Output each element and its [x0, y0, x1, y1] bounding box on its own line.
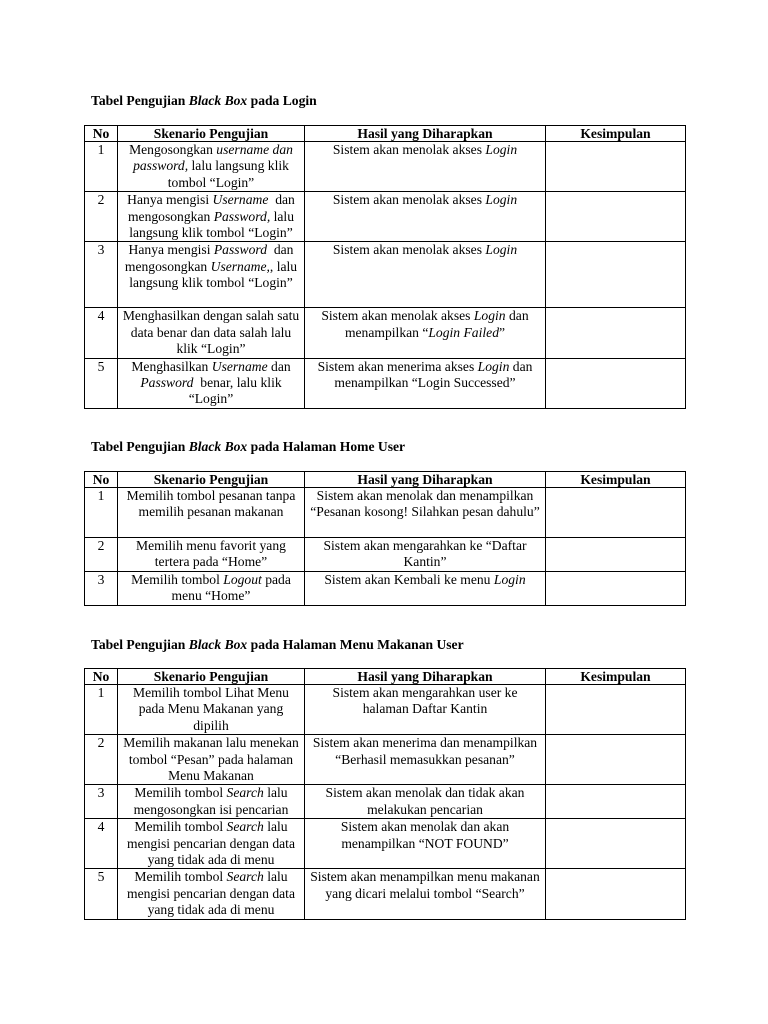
cell-no: 1 — [85, 685, 118, 735]
table-header-row — [85, 126, 686, 142]
table-row — [85, 192, 686, 242]
cell-kesimpulan — [546, 142, 686, 192]
table-row — [85, 142, 686, 192]
cell-no: 5 — [85, 869, 118, 919]
cell-skenario: Mengosongkan username dan password, lalu langsung klik tombol “Login” — [118, 142, 305, 192]
table-row — [85, 358, 686, 408]
cell-hasil: Sistem akan menolak dan akan menampilkan “NOT FOUND” — [305, 819, 546, 869]
cell-hasil: Sistem akan menolak akses Login — [305, 242, 546, 308]
table-row — [85, 869, 686, 919]
cell-kesimpulan — [546, 488, 686, 538]
cell-hasil: Sistem akan menolak dan tidak akan melakukan pencarian — [305, 785, 546, 819]
header-hasil: Hasil yang Diharapkan — [305, 472, 546, 488]
cell-kesimpulan — [546, 735, 686, 785]
header-hasil: Hasil yang Diharapkan — [305, 126, 546, 142]
cell-no: 2 — [85, 735, 118, 785]
cell-kesimpulan — [546, 242, 686, 308]
cell-kesimpulan — [546, 308, 686, 358]
header-skenario: Skenario Pengujian — [118, 472, 305, 488]
cell-hasil: Sistem akan menerima akses Login dan menampilkan “Login Successed” — [305, 358, 546, 408]
cell-no: 4 — [85, 308, 118, 358]
cell-skenario: Memilih tombol Search lalu mengisi pencarian dengan data yang tidak ada di menu — [118, 869, 305, 919]
cell-no: 2 — [85, 538, 118, 572]
table-header-row — [85, 472, 686, 488]
cell-skenario: Memilih tombol Search lalu mengisi pencarian dengan data yang tidak ada di menu — [118, 819, 305, 869]
cell-hasil: Sistem akan Kembali ke menu Login — [305, 571, 546, 605]
cell-skenario: Hanya mengisi Username dan mengosongkan Password, lalu langsung klik tombol “Login” — [118, 192, 305, 242]
header-hasil: Hasil yang Diharapkan — [305, 669, 546, 685]
cell-no: 2 — [85, 192, 118, 242]
header-kesimpulan: Kesimpulan — [546, 669, 686, 685]
cell-hasil: Sistem akan menolak akses Login — [305, 192, 546, 242]
cell-skenario: Memilih tombol Search lalu mengosongkan isi pencarian — [118, 785, 305, 819]
cell-kesimpulan — [546, 685, 686, 735]
cell-skenario: Memilih menu favorit yang tertera pada “Home” — [118, 538, 305, 572]
cell-skenario: Menghasilkan dengan salah satu data benar dan data salah lalu klik “Login” — [118, 308, 305, 358]
table-row — [85, 488, 686, 538]
table-row — [85, 819, 686, 869]
cell-no: 3 — [85, 242, 118, 308]
table-row — [85, 785, 686, 819]
cell-skenario: Menghasilkan Username dan Password benar, lalu klik “Login” — [118, 358, 305, 408]
cell-no: 4 — [85, 819, 118, 869]
cell-skenario: Memilih makanan lalu menekan tombol “Pesan” pada halaman Menu Makanan — [118, 735, 305, 785]
cell-kesimpulan — [546, 538, 686, 572]
cell-hasil: Sistem akan mengarahkan user ke halaman Daftar Kantin — [305, 685, 546, 735]
cell-hasil: Sistem akan menampilkan menu makanan yang dicari melalui tombol “Search” — [305, 869, 546, 919]
cell-skenario: Memilih tombol Logout pada menu “Home” — [118, 571, 305, 605]
cell-no: 3 — [85, 785, 118, 819]
table-row — [85, 571, 686, 605]
table-row — [85, 538, 686, 572]
header-kesimpulan: Kesimpulan — [546, 126, 686, 142]
cell-hasil: Sistem akan mengarahkan ke “Daftar Kantin” — [305, 538, 546, 572]
header-no: No — [85, 669, 118, 685]
cell-kesimpulan — [546, 785, 686, 819]
cell-hasil: Sistem akan menolak dan menampilkan “Pesanan kosong! Silahkan pesan dahulu” — [305, 488, 546, 538]
table-row — [85, 308, 686, 358]
table-login — [84, 125, 686, 409]
cell-no: 5 — [85, 358, 118, 408]
cell-skenario: Memilih tombol pesanan tanpa memilih pesanan makanan — [118, 488, 305, 538]
cell-kesimpulan — [546, 192, 686, 242]
table-caption-menu-makanan-user: Tabel Pengujian Black Box pada Halaman Menu Makanan User — [91, 637, 464, 652]
header-skenario: Skenario Pengujian — [118, 126, 305, 142]
table-row — [85, 242, 686, 308]
cell-skenario: Memilih tombol Lihat Menu pada Menu Makanan yang dipilih — [118, 685, 305, 735]
header-kesimpulan: Kesimpulan — [546, 472, 686, 488]
cell-kesimpulan — [546, 819, 686, 869]
cell-kesimpulan — [546, 358, 686, 408]
header-skenario: Skenario Pengujian — [118, 669, 305, 685]
cell-no: 1 — [85, 488, 118, 538]
table-home-user — [84, 471, 686, 606]
table-menu-makanan-user — [84, 668, 686, 920]
cell-hasil: Sistem akan menolak akses Login — [305, 142, 546, 192]
header-no: No — [85, 472, 118, 488]
cell-hasil: Sistem akan menolak akses Login dan menampilkan “Login Failed” — [305, 308, 546, 358]
cell-kesimpulan — [546, 869, 686, 919]
table-row — [85, 735, 686, 785]
table-row — [85, 685, 686, 735]
cell-hasil: Sistem akan menerima dan menampilkan “Berhasil memasukkan pesanan” — [305, 735, 546, 785]
cell-no: 3 — [85, 571, 118, 605]
table-caption-login: Tabel Pengujian Black Box pada Login — [91, 93, 317, 108]
cell-no: 1 — [85, 142, 118, 192]
table-caption-home-user: Tabel Pengujian Black Box pada Halaman Home User — [91, 439, 406, 454]
table-header-row — [85, 669, 686, 685]
cell-skenario: Hanya mengisi Password dan mengosongkan Username,, lalu langsung klik tombol “Login” — [118, 242, 305, 308]
header-no: No — [85, 126, 118, 142]
cell-kesimpulan — [546, 571, 686, 605]
